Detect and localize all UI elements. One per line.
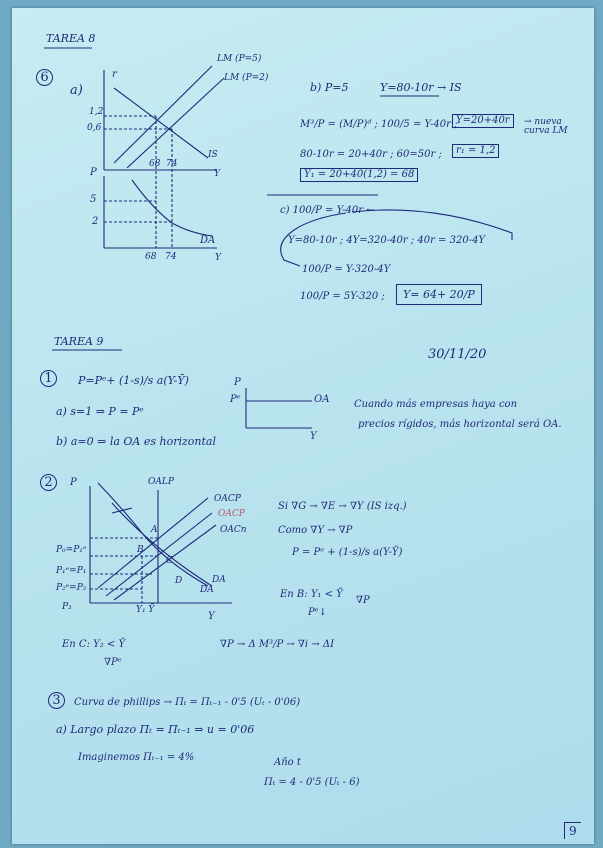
graph1-is-label: IS xyxy=(208,150,218,160)
graph2-da xyxy=(132,180,212,236)
q2-graph-p0: P₀=P₁ᵉ xyxy=(56,545,87,555)
q2-t7: En C: Y₂ < Ȳ xyxy=(62,639,126,650)
graph1-lm1-label: LM (P=5) xyxy=(217,54,262,64)
q2-graph-da2: DA xyxy=(200,585,214,595)
q2-number: 2 xyxy=(40,474,57,491)
q1-b: b) a=0 ⇒ la OA es horizontal xyxy=(56,435,216,448)
graph1-r-high: 1,2 xyxy=(89,107,104,117)
q1-note1: Cuando más empresas haya con xyxy=(354,399,518,410)
b-lm-box: Y=20+40r xyxy=(452,114,514,128)
q1-equation: P=Pᵉ+ (1-s)/s a(Y-Ȳ) xyxy=(78,374,189,387)
q2-t1: Si ∇G → ∇E → ∇Y (IS izq.) xyxy=(278,501,407,512)
q2-graph-oalp: OALP xyxy=(148,477,174,487)
graph1-is xyxy=(114,88,208,158)
b-r1-box: r₁ = 1,2 xyxy=(452,144,499,158)
b-line3: 80-10r = 20+40r ; 60=50r ; xyxy=(300,149,442,160)
q2-graph-oacn: OACn xyxy=(220,525,247,535)
q2-graph-oacp2: OACP xyxy=(218,509,245,519)
b-line1-eq: Y=80-10r → IS xyxy=(380,81,462,94)
q2-graph-ybar: Y₁ Ȳ xyxy=(136,605,155,615)
q2-t3: P = Pᵉ + (1-s)/s a(Y-Ȳ) xyxy=(292,547,403,558)
q2-graph-p3: P₃ xyxy=(62,602,72,612)
problem-number: 6 xyxy=(36,69,53,86)
graph1-r-label: r xyxy=(112,69,117,80)
q2-t5: Pᵉ↓ xyxy=(308,607,327,618)
graph1-lm2-label: LM (P=2) xyxy=(224,73,269,83)
q2-graph-p2: P₂ᵉ=P₂ xyxy=(56,583,87,593)
graph2-p-label: P xyxy=(90,167,97,178)
b-line2: M³/P = (M/P)ᵈ ; 100/5 = Y-40r ; xyxy=(300,119,458,130)
graph2-p-high: 5 xyxy=(90,194,97,205)
q2-graph-point-c: C xyxy=(166,556,173,566)
q2-graph-p1: P₁ᵉ=P₁ xyxy=(56,566,87,576)
c-line1: c) 100/P = Y-40r ← xyxy=(280,205,375,216)
q1-graph-p: P xyxy=(234,377,241,388)
q3-t1: Curva de phillips → Πₜ = Πₜ₋₁ - 0'5 (Uₜ - 0'06) xyxy=(74,697,301,708)
q1-graph-y: Y xyxy=(310,431,317,442)
graph2-p-low: 2 xyxy=(92,216,99,227)
graph2-y1: 68 xyxy=(145,252,157,262)
q3-t4: Año t xyxy=(274,757,301,768)
q1-a: a) s=1 ⇒ P = Pᵉ xyxy=(56,405,144,418)
q2-graph-point-a: A xyxy=(151,525,158,535)
q3-t3: Imaginemos Πₜ₋₁ = 4% xyxy=(78,752,195,763)
b-line1-label: b) P=5 xyxy=(310,81,349,94)
q1-graph-pe: Pᵉ xyxy=(230,394,241,405)
c-line3: 100/P = Y-320-4Y xyxy=(302,264,391,275)
q2-graph-point-b: B xyxy=(137,545,144,555)
tarea9-title: TAREA 9 xyxy=(54,335,104,348)
graph2-y2: 74 xyxy=(165,252,177,262)
page-number: 9 xyxy=(564,822,581,839)
q2-t8: ∇Pᵉ xyxy=(104,657,122,668)
q2-t2: Como ∇Y → ∇P xyxy=(278,525,353,536)
graph1-y1: 68 xyxy=(149,159,161,169)
q2-graph-p: P xyxy=(70,477,77,488)
q1-graph-oa: OA xyxy=(314,394,330,405)
q3-t5: Πₜ = 4 - 0'5 (Uₜ - 6) xyxy=(264,777,360,788)
part-a-label: a) xyxy=(70,83,83,98)
graph1-r-low: 0,6 xyxy=(87,123,102,133)
q3-t2: a) Largo plazo Πₜ = Πₜ₋₁ ⇒ u = 0'06 xyxy=(56,723,255,736)
b-lm-note: → nueva curva LM xyxy=(524,117,568,136)
c-line4: 100/P = 5Y-320 ; xyxy=(300,291,385,302)
graph2-y-label: Y xyxy=(215,253,221,263)
q3-number: 3 xyxy=(48,692,65,709)
b-y1-box: Y₁ = 20+40(1,2) = 68 xyxy=(300,168,418,182)
q1-note2: precios rígidos, más horizontal será OA. xyxy=(358,419,562,430)
q2-graph-da: DA xyxy=(212,575,226,585)
q2-t4: En B: Y₁ < Ȳ xyxy=(280,589,343,600)
graph2-da-label: DA xyxy=(200,235,216,246)
q2-t9: ∇P → Δ M³/P → ∇i → ΔI xyxy=(220,639,335,650)
graph1-lm1 xyxy=(114,66,212,163)
q1-number: 1 xyxy=(40,370,57,387)
c-line2: Y=80-10r ; 4Y=320-40r ; 40r = 320-4Y xyxy=(288,235,486,246)
q2-graph-oacp: OACP xyxy=(214,494,241,504)
homework-sheet xyxy=(12,8,594,844)
tarea8-title: TAREA 8 xyxy=(46,32,96,45)
q2-graph-point-d: D xyxy=(175,576,183,586)
graph1-y2: 74 xyxy=(166,159,178,169)
tarea9-date: 30/11/20 xyxy=(428,347,487,362)
q2-t6: ∇P xyxy=(356,595,370,606)
graph1-y-label: Y xyxy=(214,169,220,179)
q2-graph-y: Y xyxy=(208,611,215,622)
c-result-box: Y= 64+ 20/P xyxy=(396,284,482,305)
